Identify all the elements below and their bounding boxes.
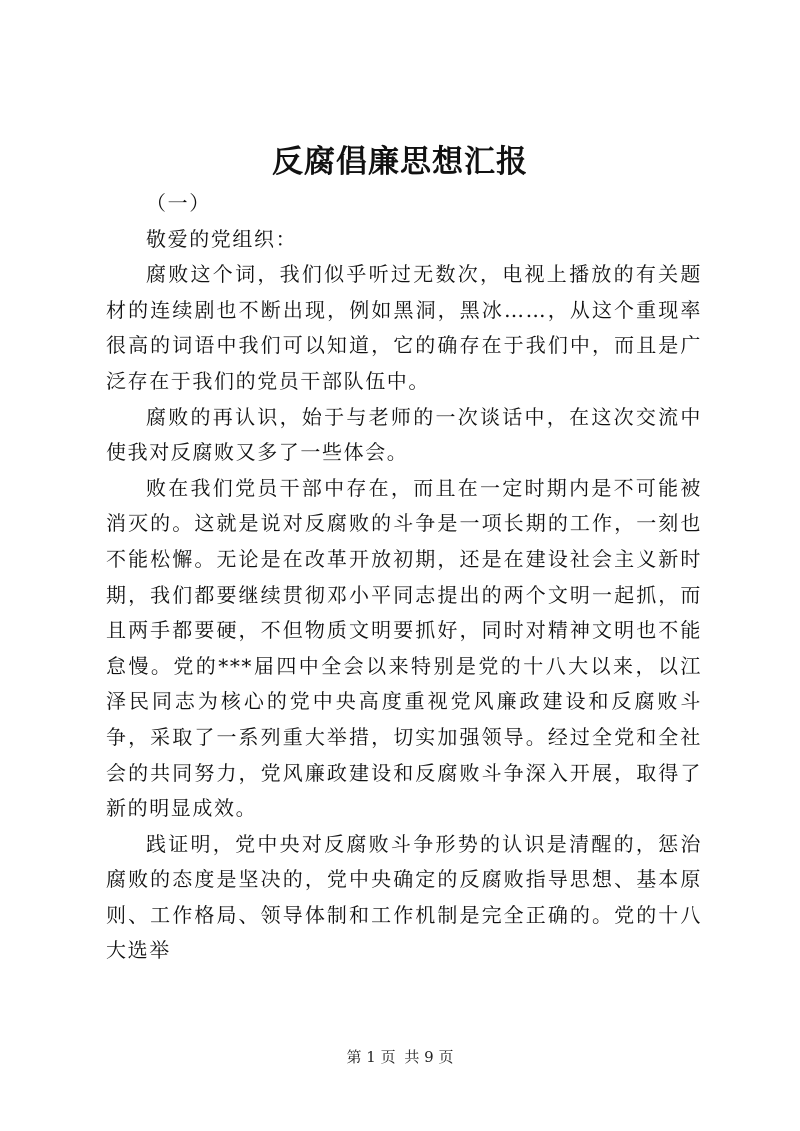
paragraph-3: 败在我们党员干部中存在，而且在一定时期内是不可能被消灭的。这就是说对反腐败的斗争是一项长期的工作，一刻也不能松懈。无论是在改革开放初期，还是在建设社会主义新时期，我们都要继续贯彻邓小平同志提出的两个文明一起抓，而且两手都要硬，不但物质文明要抓好，同时对精神文明也不能怠慢。党的***届四中全会以来特别是党的十八大以来，以江泽民同志为核心的党中央高度重视党风廉政建设和反腐败斗争，采取了一系列重大举措，切实加强领导。经过全党和全社会的共同努力，党风廉政建设和反腐败斗争深入开展，取得了新的明显成效。 <box>106 475 702 821</box>
page-total: 共 9 页 <box>404 1048 454 1066</box>
document-body <box>106 186 702 969</box>
document-title: 反腐倡廉思想汇报 <box>272 144 528 180</box>
salutation: 敬爱的党组织： <box>146 226 298 251</box>
paragraph-4: 践证明，党中央对反腐败斗争形势的认识是清醒的，惩治腐败的态度是坚决的，党中央确定的反腐败指导思想、基本原则、工作格局、领导体制和工作机制是完全正确的。党的十八大选举 <box>106 831 702 963</box>
page-number: 第 1 页 <box>346 1048 396 1066</box>
paragraph-2: 腐败的再认识，始于与老师的一次谈话中，在这次交流中使我对反腐败又多了一些体会。 <box>106 404 702 465</box>
section-marker: （一） <box>146 191 211 215</box>
paragraph-1: 腐败这个词，我们似乎听过无数次，电视上播放的有关题材的连续剧也不断出现，例如黑洞，黑冰……，从这个重现率很高的词语中我们可以知道，它的确存在于我们中，而且是广泛存在于我们的党员干部队伍中。 <box>106 262 702 393</box>
page-footer <box>0 1047 800 1067</box>
